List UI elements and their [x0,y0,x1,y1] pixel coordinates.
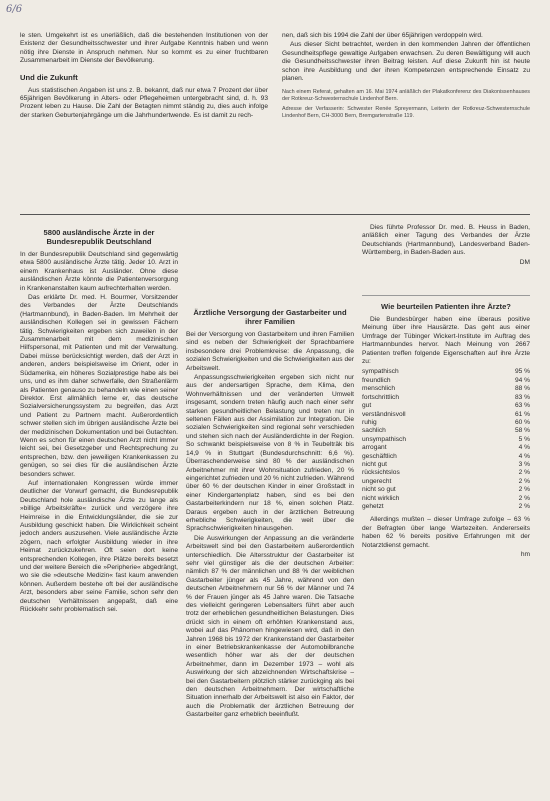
top-paragraph: nen, daß sich bis 1994 die Zahl der über 65jährigen verdoppeln wird. [282,32,483,39]
result-value: 4 % [518,444,530,452]
table-row [362,427,530,435]
table-row [362,495,530,503]
top-paragraph: le sten. Umgekehrt ist es unerläßlich, daß die bestehenden Institutionen von der Existenz der Gesundheitsschwester und ihrer Aufgabe Kenntnis haben und wenn nötig ihre Dienste in Anspruch nehmen. Nur so kommt es zu einer fruchtbaren Zusammenarbeit im Dienste der Bevölkerung. [20,32,268,65]
result-value: 4 % [518,452,530,460]
result-value: 2 % [518,494,530,502]
result-value: 60 % [514,418,530,426]
footnote-block [282,89,530,119]
result-label: nicht so gut [362,486,396,494]
result-value: 83 % [514,393,530,401]
footnote: Nach einem Referat, gehalten am 16. Mai 1974 anläßlich der Plakatkonferenz des Diakonissenhauses der Rotkreuz-Schwesternschule Lindenhof Bern. [282,89,530,103]
result-label: menschlich [362,385,395,393]
result-label: fortschrittlich [362,393,400,401]
result-value: 2 % [518,502,530,510]
article-heading: Wie beurteilen Patienten ihre Ärzte? [381,302,511,312]
article-paragraph: Die Bundesbürger haben eine überaus positive Meinung über ihre Hausärzte. Das geht aus einer Umfrage der Tübinger Wickert-Institute im Auftrag des Hartmannbundes hervor. Nach Meinung von 2667 Patienten treffen folgende Eigenschaften auf ihre Ärzte zu: [362,316,530,366]
article-paragraph: Bei der Versorgung von Gastarbeitern und ihren Familien sind es neben der Schwierigkeit der Sprachbarriere insbesondere drei Problemkreise: die Anpassung, die sozialen Schwierigkeiten und die Schwierigkeiten aus der Arbeitswelt. [186,331,354,372]
table-row [362,436,530,444]
result-value: 58 % [514,427,530,435]
table-row [362,444,530,452]
section-divider [20,214,530,215]
article-heading: Ärztliche Versorgung der Gastarbeiter und ihrer Familien [193,308,347,326]
table-row [362,394,530,402]
result-label: geschäftlich [362,452,397,460]
article-paragraph: Dies führte Professor Dr. med. B. Heuss in Baden, anläßlich einer Tagung des Verbandes der Ärzte Deutschlands (Hartmannbund), Landesverband Baden-Württemberg, in Baden-Baden aus. [362,224,530,257]
section-heading-zukunft: Und die Zukunft [20,72,78,82]
result-value: 3 % [518,460,530,468]
result-label: ungerecht [362,477,392,485]
result-value: 88 % [514,385,530,393]
result-value: 2 % [518,486,530,494]
top-paragraph: Aus dieser Sicht betrachtet, werden in den kommenden Jahren der öffentlichen Gesundheitspflege gewaltige Aufgaben erwachsen. Zu deren Bewältigung will auch die Gesundheitsschwester ihren Beitrag leisten. Auf diese Zukunft hin ist heute schon ihre Ausbildung und der ihren Kompetenzen entsprechende Einsatz zu planen. [282,41,530,83]
top-paragraph: Aus statistischen Angaben ist uns z. B. bekannt, daß nur etwa 7 Prozent der über 65jährigen Bevölkerung in Alters- oder Pflegeheimen untergebracht sind, d. h. 93 Prozent leben zu Hause. Die Zahl der Betagten nimmt ständig zu, dies auch infolge der starken Geburtenjahrgänge um die Jahrhundertwende. Es ist damit zu rech- [20,86,268,119]
result-value: 5 % [518,435,530,443]
article-column-right [362,224,530,559]
author-initials: DM [519,258,530,266]
table-row [362,453,530,461]
result-label: verständnisvoll [362,410,406,418]
result-label: sachlich [362,427,386,435]
table-row [362,478,530,486]
top-column-right [282,32,530,123]
top-column-left [20,32,268,121]
result-label: ruhig [362,418,377,426]
result-label: arrogant [362,444,387,452]
result-label: nicht gut [362,460,387,468]
author-initials: hm [520,551,530,558]
table-row [362,385,530,393]
article-paragraph: In der Bundesrepublik Deutschland sind gegenwärtig etwa 5800 ausländische Ärzte tätig. Jeder 10. Arzt in einem Krankenhaus ist Ausländer. Ohne diese ausländischen Ärzte könnte die Patientenversorgung in Krankenanstalten kaum aufrechterhalten werden. [20,251,178,292]
result-label: gut [362,402,372,410]
article-paragraph: Allerdings mußten – dieser Umfrage zufolge – 63 % der Befragten über lange Wartezeiten. Andererseits haben 62 % bereits positive Erfahrungen mit der Notarztdienst gemacht. [362,516,530,549]
article-paragraph: Anpassungsschwierigkeiten ergeben sich nicht nur aus der andersartigen Sprache, dem Klima, den Wohnverhältnissen und der veränderten Umwelt insgesamt, sondern treten häufig auch nach einer sehr starken gesundheitlichen Belastung und treten nur in seltenen Fällen aus der Assimilation zur Integration. Die sozialen Schwierigkeiten sind regional sehr verschieden und stehen sich nach der Ausländerdichte in der Region. So schwankt beispielsweise von 8 % in Teubelträk bis 14,9 % in Stuttgart (Bundesdurchschnitt: 6,6 %). Überraschenderweise sind 80 % der ausländischen Arbeitnehmer mit ihrer Wohnsituation zufrieden, 20 % eingerichtet zufrieden und 20 % nicht zufrieden. Während über 60 % der deutschen Kinder in einer Großstadt in einer Kindergartenplatz haben, sind es bei den Gastarbeiterkindern nur 18 %, einen solchen Platz. Daraus ergeben auch in der ärztlichen Betreuung erhebliche Schwierigkeiten, die weit über die Sprachschwierigkeiten hinausgehen. [186,374,354,533]
table-row [362,503,530,511]
column-divider [362,295,530,296]
table-row [362,461,530,469]
article-paragraph: Die Auswirkungen der Anpassung an die veränderte Arbeitswelt sind bei den Gastarbeitern außerordentlich unterschiedlich. Die Altersstruktur der Gastarbeiter ist sehr viel günstiger als die der deutschen Arbeiter: nämlich 87 % der männlichen und 88 % der weiblichen Gastarbeiter jünger als 45 Jahre, während von den deutschen Arbeitnehmern nur 56 % der Männer und 74 % der Frauen jünger als 45 Jahre waren. Die Tatsache des vielleicht geringeren Lebensalters führt aber auch trotz der erheblichen gesundheitlichen Belastungen. Dies drückt sich in einem oft erhöhten Krankenstand aus, wobei auf das Phänomen hingewiesen wird, daß in den Jahren 1968 bis 1972 der Krankenstand der Gastarbeiter in einer Betriebskrankenkasse der Automobilbranche wesentlich höher war als der der deutschen Arbeitnehmer, dann im Dezember 1973 – wohl als Auswirkung der sich abzeichnenden Wirtschaftskrise – bei den Gastarbeitern plötzlich stärker zurückging als bei den deutschen Arbeitnehmern. Der wirtschaftliche Situation innerhalb der Arbeitswelt ist also ein Faktor, der auch die Problematik der ärztlichen Betreuung der Gastarbeiter ganz erheblich beeinflußt. [186,534,354,719]
result-label: nicht wirklich [362,494,400,502]
result-value: 95 % [514,368,530,376]
result-value: 63 % [514,402,530,410]
result-label: sympathisch [362,368,399,376]
table-row [362,402,530,410]
result-value: 61 % [514,410,530,418]
table-row [362,377,530,385]
article-paragraph: Das erklärte Dr. med. H. Bourmer, Vorsitzender des Verbandes der Ärzte Deutschlands (Hartmannbund), in Baden-Baden. Im Mehrheit der ausländischen Kollegen sei in gewissen Fächern tätig. Schwierigkeiten ergeben sich zuweilen in der Zusammenarbeit mit dem medizinischen Hilfspersonal, mit Patienten und mit der Verwaltung. Dabei müsse berücksichtigt werden, daß der Arzt in anderen, anders beispielsweise im Orient, oder in Südamerika, ein höheres Sozialprestige habe als bei uns, und es ihm daher schwerfalle, den Straßenlärm als Patienten genauso zu behandeln wie einen seiner Direktor. Erst allmählich lerne er, das deutsche Sozialversicherungssystem zu begreifen, das Arzt und Patient zu Partnern macht. Außerordentlich schwer stellen sich im übrigen ausländische Ärzte bei der medizinischen Dokumentation und bei Gutachten. Wenn es schon für einen deutschen Arzt nicht immer leicht sei, bei Gesetzgeber und Rechtsprechung zu entsprechen, bzw. den jeweiligen Krankenkassen zu genügen, so sei dies für die ausländischen Ärzte besonders schwer. [20,294,178,478]
table-row [362,419,530,427]
result-label: gehetzt [362,502,384,510]
article-paragraph: Auf internationalen Kongressen würde immer deutlicher der Vorwurf gemacht, die Bundesrepublik Deutschland hole ausländische Ärzte zu lange als »billige Arbeitskräfte« zurück und verzögere ihre Heimreise in die Entwicklungsländer, die sie zur Ausbildung geschickt haben. Die Wirklichkeit scheint jedoch anders auszusehen. Viele ausländische Ärzte zögern, nach erfolgter Ausbildung wieder in ihre Heimat zurückzukehren. Oft seien dort keine entsprechenden Kollegen, ihre Plätze bereits besetzt und der weitere Bereich die »Peripherie« abgedrängt, wo sie die »deutsche Medizin« fast kaum anwenden können. Außerdem bestehe oft bei der ausländische Arzt, besonders aber seine Familie, schon sehr den deutschen Verhältnissen angepaßt, daß eine Rückkehr sehr problematisch sei. [20,479,178,614]
article-auslaendische-aerzte [20,224,178,615]
page-marker-handwritten: 6/6 [6,4,23,15]
result-value: 94 % [514,376,530,384]
result-value: 2 % [518,469,530,477]
result-value: 2 % [518,477,530,485]
survey-results-table [362,368,530,511]
table-row [362,469,530,477]
result-label: freundlich [362,376,391,384]
article-gastarbeiter [186,224,354,721]
table-row [362,486,530,494]
footnote: Adresse der Verfasserin: Schwester Renée Spreyermann, Leiterin der Rotkreuz-Schwesternschule Lindenhof Bern, CH-3000 Bern, Bremgartenstraße 119. [282,106,530,119]
table-row [362,368,530,376]
result-label: unsympathisch [362,435,406,443]
table-row [362,411,530,419]
article-heading: 5800 ausländische Ärzte in der Bundesrepublik Deutschland [43,228,155,246]
result-label: rücksichtslos [362,469,400,477]
